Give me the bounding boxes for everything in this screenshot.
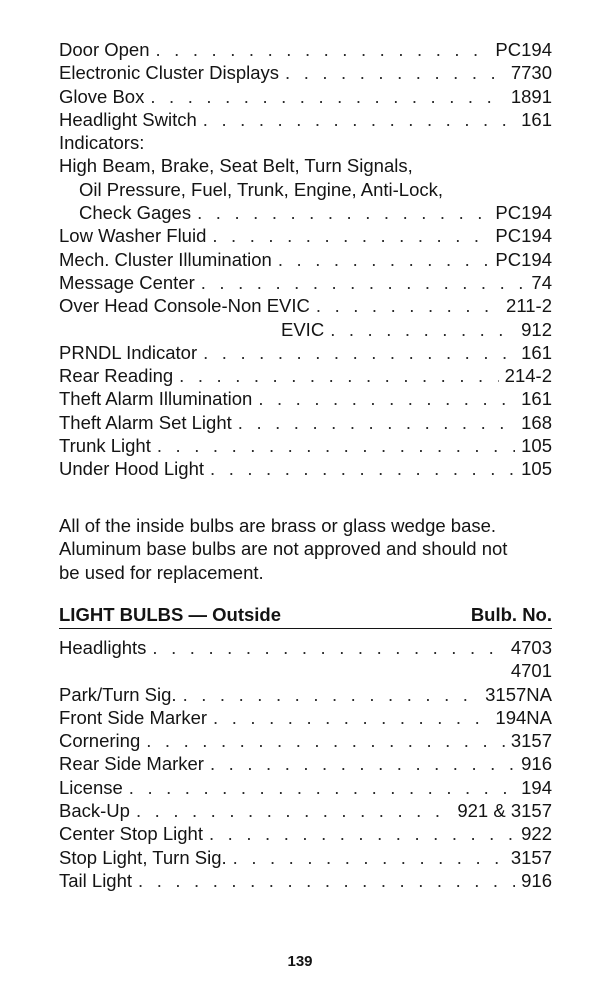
dot-leader — [212, 224, 489, 247]
list-item — [59, 154, 552, 177]
item-label: Under Hood Light — [59, 458, 205, 480]
bulb-number: 105 — [521, 435, 552, 457]
item-label: Glove Box — [59, 85, 145, 107]
bulb-number: PC194 — [495, 39, 552, 60]
item-label: Door Open — [59, 39, 150, 60]
outside-heading-column: Bulb. No. — [470, 604, 552, 625]
item-label: Theft Alarm Illumination — [59, 388, 253, 410]
list-item — [59, 294, 552, 317]
item-label: Theft Alarm Set Light — [59, 411, 232, 433]
item-label: Headlights — [59, 637, 147, 658]
page-number: 139 — [287, 953, 313, 970]
bulb-number: 7730 — [510, 62, 552, 84]
item-label: Rear Side Marker — [59, 753, 204, 775]
item-label: Stop Light, Turn Sig. — [59, 846, 227, 868]
item-label: Oil Pressure, Fuel, Trunk, Engine, Anti-Lock, — [79, 178, 443, 200]
list-item — [59, 683, 552, 706]
bulb-number: 3157NA — [485, 683, 552, 705]
dot-leader — [210, 457, 515, 480]
bulb-number: 74 — [531, 271, 552, 293]
bulb-number: 161 — [521, 388, 552, 410]
list-item — [59, 636, 552, 659]
bulb-number: 3157 — [510, 846, 552, 868]
bulb-number: 211-2 — [506, 295, 552, 317]
dot-leader — [238, 411, 515, 434]
inside-bulbs-note — [59, 514, 552, 584]
list-item — [59, 799, 552, 822]
list-item — [59, 85, 552, 108]
note-line: Aluminum base bulbs are not approved and should not — [59, 538, 508, 560]
list-item — [59, 387, 552, 410]
dot-leader — [213, 706, 489, 729]
dot-leader — [150, 85, 504, 108]
item-label: Back-Up — [59, 800, 130, 822]
bulb-number: 912 — [521, 318, 552, 340]
item-label: Front Side Marker — [59, 706, 208, 728]
item-label: High Beam, Brake, Seat Belt, Turn Signals, — [59, 155, 413, 177]
list-item — [59, 341, 552, 364]
list-item — [59, 846, 552, 869]
dot-leader — [233, 846, 505, 869]
bulb-number: 194 — [521, 776, 552, 798]
list-item — [59, 411, 552, 434]
dot-leader — [129, 776, 515, 799]
list-item — [59, 38, 552, 61]
note-line: All of the inside bulbs are brass or glass wedge base. — [59, 515, 497, 536]
bulb-number: 4701 — [510, 660, 552, 682]
item-label: License — [59, 776, 123, 798]
dot-leader — [138, 869, 515, 892]
dot-leader — [197, 201, 489, 224]
item-label: PRNDL Indicator — [59, 341, 198, 363]
dot-leader — [209, 822, 515, 845]
list-item — [59, 659, 552, 682]
dot-leader — [203, 108, 515, 131]
item-label: Mech. Cluster Illumination — [59, 248, 272, 270]
bulb-number: 161 — [521, 108, 552, 130]
bulb-number: PC194 — [495, 225, 552, 247]
list-item — [59, 108, 552, 131]
item-label: Cornering — [59, 730, 141, 752]
bulb-number: 916 — [521, 753, 552, 775]
dot-leader — [278, 248, 490, 271]
item-label: Trunk Light — [59, 435, 151, 457]
item-label: Center Stop Light — [59, 823, 203, 845]
dot-leader — [316, 294, 500, 317]
dot-leader — [152, 636, 504, 659]
list-item — [59, 706, 552, 729]
item-label: Electronic Cluster Displays — [59, 62, 280, 84]
item-label: Over Head Console-Non EVIC — [59, 295, 310, 317]
dot-leader — [258, 387, 515, 410]
list-item — [59, 822, 552, 845]
dot-leader — [330, 318, 515, 341]
bulb-number: 916 — [521, 869, 552, 891]
list-item — [59, 729, 552, 752]
list-item — [59, 248, 552, 271]
bulb-number: 105 — [521, 458, 552, 480]
dot-leader — [136, 799, 451, 822]
dot-leader — [201, 271, 526, 294]
bulb-number: PC194 — [495, 202, 552, 224]
dot-leader — [157, 434, 515, 457]
list-item — [59, 224, 552, 247]
bulb-number: 161 — [521, 341, 552, 363]
outside-heading-title: LIGHT BULBS — Outside — [59, 604, 281, 625]
bulb-number: 1891 — [510, 85, 552, 107]
inside-bulbs-list — [59, 38, 552, 481]
list-item — [59, 271, 552, 294]
item-label: Low Washer Fluid — [59, 225, 207, 247]
item-label: Park/Turn Sig. — [59, 683, 177, 705]
item-label: Headlight Switch — [59, 108, 197, 130]
dot-leader — [210, 752, 515, 775]
outside-section-heading — [59, 604, 552, 629]
list-item — [59, 318, 552, 341]
list-item — [59, 457, 552, 480]
list-item — [59, 364, 552, 387]
list-item — [59, 434, 552, 457]
bulb-number: PC194 — [495, 248, 552, 270]
dot-leader — [146, 729, 505, 752]
item-label: Rear Reading — [59, 365, 174, 387]
outside-bulbs-list — [59, 636, 552, 892]
list-item — [59, 131, 552, 154]
list-item — [59, 201, 552, 224]
bulb-number: 922 — [521, 823, 552, 845]
dot-leader — [203, 341, 515, 364]
list-item — [59, 869, 552, 892]
dot-leader — [179, 364, 499, 387]
list-item — [59, 776, 552, 799]
bulb-number: 921 & 3157 — [457, 800, 552, 822]
list-item — [59, 61, 552, 84]
dot-leader — [156, 38, 490, 61]
list-item — [59, 752, 552, 775]
bulb-number: 168 — [521, 411, 552, 433]
item-label: Tail Light — [59, 869, 133, 891]
list-item — [59, 178, 552, 201]
dot-leader — [285, 61, 505, 84]
dot-leader — [183, 683, 480, 706]
item-label: Indicators: — [59, 132, 145, 154]
bulb-number: 214-2 — [504, 365, 552, 387]
note-line: be used for replacement. — [59, 561, 264, 583]
bulb-number: 3157 — [510, 730, 552, 752]
item-label: Check Gages — [79, 202, 192, 224]
bulb-number: 4703 — [510, 637, 552, 658]
item-label: Message Center — [59, 271, 195, 293]
item-label: EVIC — [281, 318, 325, 340]
bulb-number: 194NA — [495, 706, 552, 728]
